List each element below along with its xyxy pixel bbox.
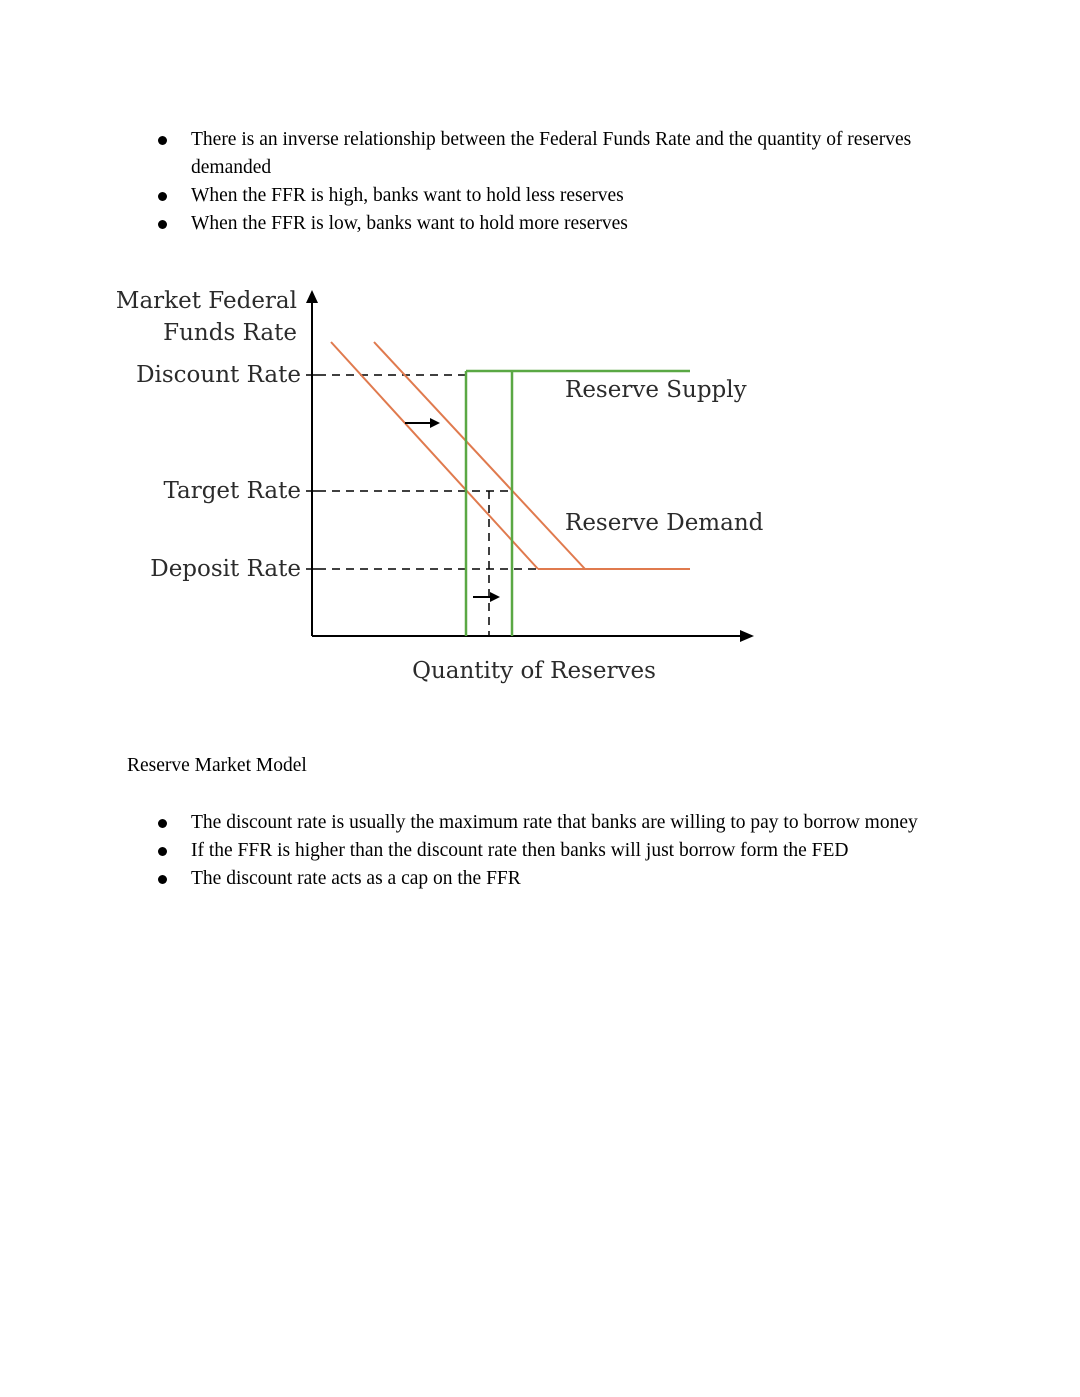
deposit-rate-label: Deposit Rate bbox=[150, 556, 301, 582]
list-item bbox=[0, 126, 1080, 182]
bottom-bullet-list bbox=[0, 809, 1080, 893]
y-axis-label-line2: Funds Rate bbox=[163, 320, 297, 346]
x-axis-arrow-icon bbox=[740, 630, 754, 642]
bullet-text: When the FFR is high, banks want to hold less reserves bbox=[191, 185, 624, 206]
bullet-dot-icon bbox=[158, 819, 167, 828]
x-axis-label: Quantity of Reserves bbox=[412, 658, 656, 684]
target-rate-label: Target Rate bbox=[163, 478, 301, 504]
reserve-demand-label: Reserve Demand bbox=[565, 510, 764, 536]
reserve-supply-label: Reserve Supply bbox=[565, 377, 747, 403]
list-item bbox=[0, 210, 1080, 238]
bullet-text: When the FFR is low, banks want to hold more reserves bbox=[191, 213, 628, 234]
bullet-dot-icon bbox=[158, 192, 167, 201]
reserve-demand-curve-2 bbox=[374, 342, 585, 569]
bullet-dot-icon bbox=[158, 220, 167, 229]
list-item bbox=[0, 837, 1080, 865]
bullet-dot-icon bbox=[158, 136, 167, 145]
y-axis-arrow-icon bbox=[306, 290, 318, 303]
list-item bbox=[0, 809, 1080, 837]
bullet-dot-icon bbox=[158, 847, 167, 856]
bullet-text: The discount rate is usually the maximum rate that banks are willing to pay to borrow money bbox=[191, 812, 918, 833]
bullet-text: If the FFR is higher than the discount rate then banks will just borrow form the FED bbox=[191, 840, 849, 861]
bullet-text: There is an inverse relationship between the Federal Funds Rate and the quantity of reserves demanded bbox=[191, 129, 912, 178]
list-item bbox=[0, 865, 1080, 893]
bullet-text: The discount rate acts as a cap on the FFR bbox=[191, 868, 521, 889]
reserve-demand-curve-1 bbox=[331, 342, 538, 569]
y-axis-label-line1: Market Federal bbox=[115, 288, 297, 314]
reserve-market-diagram bbox=[0, 250, 1080, 710]
top-bullet-list bbox=[0, 126, 1080, 238]
discount-rate-label: Discount Rate bbox=[136, 362, 301, 388]
bullet-dot-icon bbox=[158, 875, 167, 884]
list-item bbox=[0, 182, 1080, 210]
diagram-caption: Reserve Market Model bbox=[127, 755, 307, 776]
